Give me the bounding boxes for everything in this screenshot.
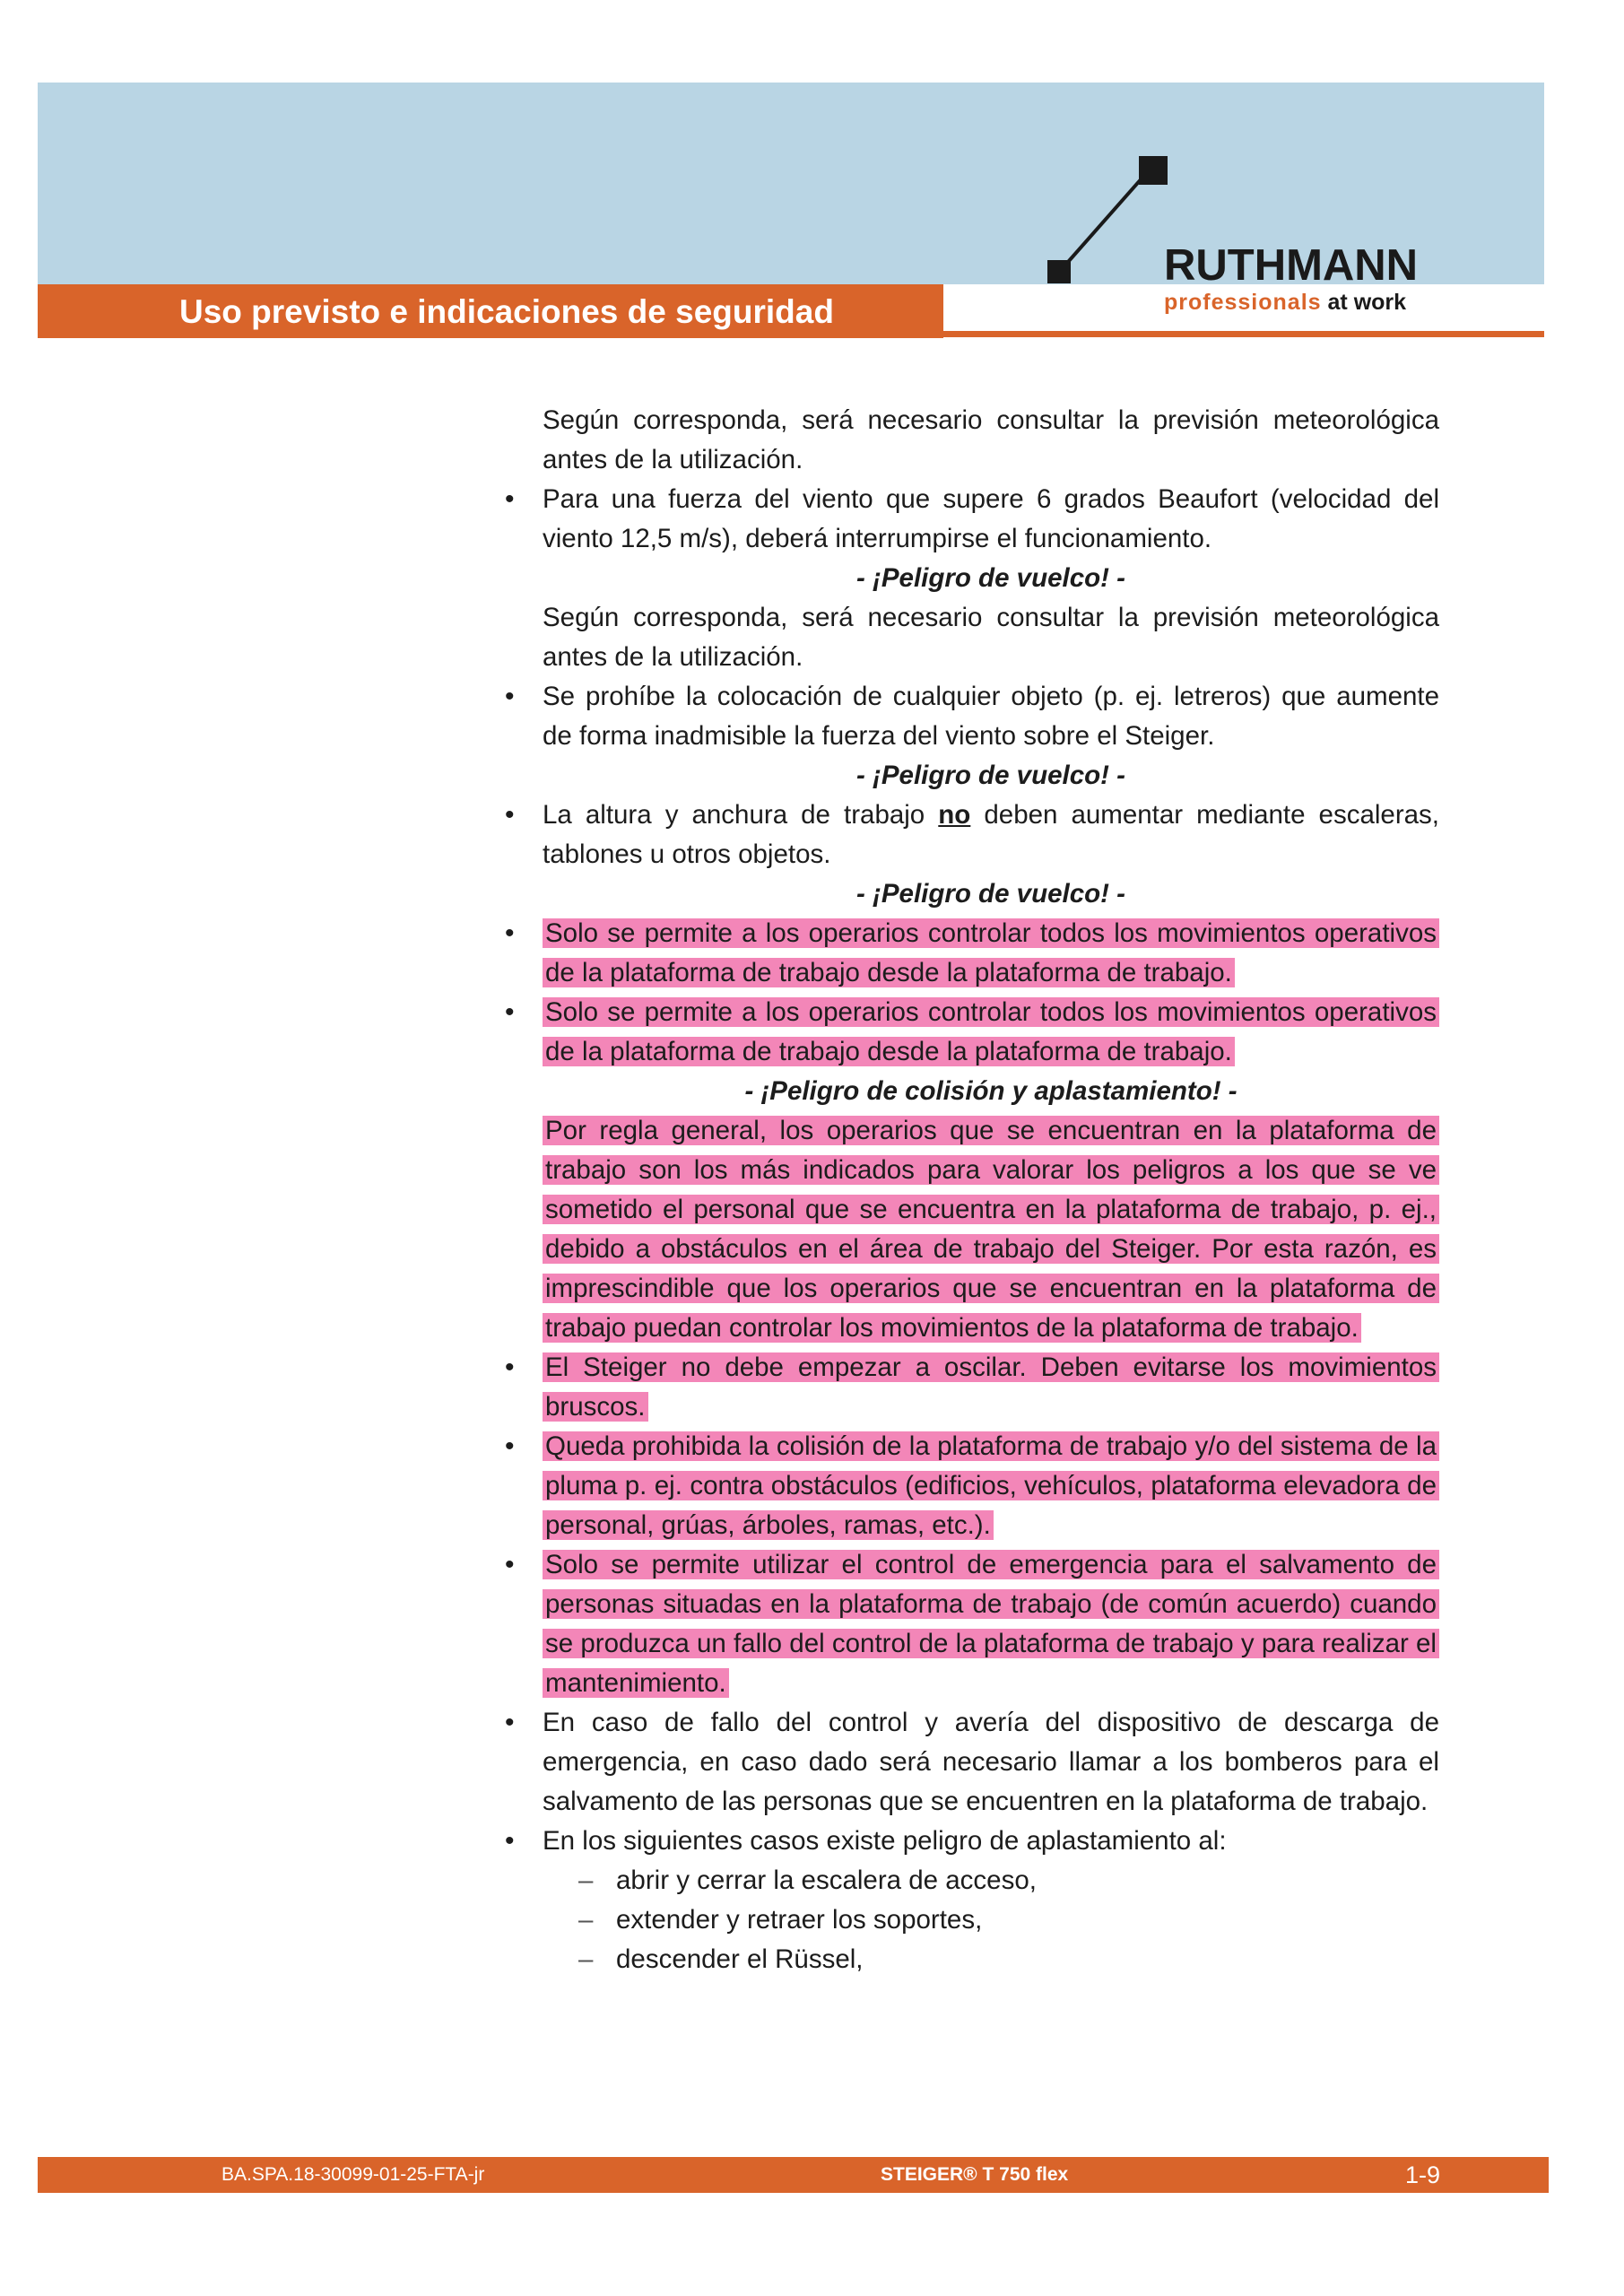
intro-paragraph: Según corresponda, será necesario consultar la previsión meteorológica antes de la utilización. — [543, 405, 1439, 474]
highlighted-text: Queda prohibida la colisión de la plataforma de trabajo y/o del sistema de la pluma p. ej. contra obstáculos (edificios, vehículos, plataforma elevadora de personal, grúas, árboles, ramas, etc.). — [543, 1431, 1439, 1540]
highlighted-text: Por regla general, los operarios que se encuentran en la plataforma de trabajo son los más indicados para valorar los peligros a los que se ve sometido el personal que se encuentra en la plataforma de trabajo, p. ej., debido a obstáculos en el área de trabajo del Steiger. Por esta razón, es imprescindible que los operarios que se encuentran en la plataforma de trabajo puedan controlar los movimientos de la plataforma de trabajo. — [543, 1116, 1439, 1343]
logo-tagline — [1164, 289, 1406, 316]
highlighted-text: El Steiger no debe empezar a oscilar. Deben evitarse los movimientos bruscos. — [543, 1352, 1439, 1422]
bullet-operators-control-1 — [543, 914, 1439, 993]
highlighted-text: Solo se permite a los operarios controlar todos los movimientos operativos de la plataforma de trabajo desde la plataforma de trabajo. — [543, 918, 1439, 987]
bullet-oscillation — [543, 1348, 1439, 1427]
bullet-firefighters: • En caso de fallo del control y avería del dispositivo de descarga de emergencia, en caso dado será necesario llamar a los bomberos para el salvamento de las personas que se encuentren en la plataforma de trabajo. — [543, 1703, 1439, 1822]
bullet-objects: • Se prohíbe la colocación de cualquier objeto (p. ej. letreros) que aumente de forma inadmisible la fuerza del viento sobre el Steiger. — [543, 677, 1439, 756]
header-rule — [943, 331, 1544, 337]
bullet-wind-force: • Para una fuerza del viento que supere 6 grados Beaufort (velocidad del viento 12,5 m/s), deberá interrumpirse el funcionamiento. — [543, 480, 1439, 559]
doc-code: BA.SPA.18-30099-01-25-FTA-jr — [221, 2164, 485, 2185]
bullet-height-width — [543, 796, 1439, 874]
sub-item-ladder: – abrir y cerrar la escalera de acceso, — [616, 1861, 1439, 1900]
bullet-collision — [543, 1427, 1439, 1545]
operators-paragraph — [543, 1111, 1439, 1348]
bullet-operators-control-2 — [543, 993, 1439, 1072]
warning-collision: - ¡Peligro de colisión y aplastamiento! - — [744, 1076, 1238, 1106]
warning-tipping-3: - ¡Peligro de vuelco! - — [856, 879, 1125, 909]
logo-tagline-part1: professionals — [1164, 290, 1322, 315]
bullet-height-width-b: deben aumentar mediante escaleras, tablones u otros objetos. — [543, 800, 1439, 869]
warning-tipping-1: - ¡Peligro de vuelco! - — [856, 563, 1125, 593]
sub-item-russel: – descender el Rüssel, — [616, 1940, 1439, 1979]
bullet-emergency-control — [543, 1545, 1439, 1703]
section-title: Uso previsto e indicaciones de seguridad — [179, 293, 834, 330]
emphasis-no: no — [938, 800, 971, 830]
bullet-height-width-a: La altura y anchura de trabajo — [543, 800, 925, 830]
product-name: STEIGER® T 750 flex — [881, 2164, 1069, 2185]
warning-tipping-2: - ¡Peligro de vuelco! - — [856, 761, 1125, 790]
forecast-paragraph: Según corresponda, será necesario consultar la previsión meteorológica antes de la utilización. — [543, 603, 1439, 672]
bullet-crushing: • En los siguientes casos existe peligro de aplastamiento al: — [543, 1822, 1439, 1861]
footer-bar — [38, 2157, 1549, 2193]
logo-tagline-part2: at work — [1327, 290, 1407, 315]
page-content — [543, 401, 1439, 1979]
page-number: 1-9 — [1405, 2161, 1441, 2188]
logo-name: RUTHMANN — [1164, 241, 1419, 290]
sub-item-supports: – extender y retraer los soportes, — [616, 1900, 1439, 1940]
highlighted-text: Solo se permite a los operarios controlar todos los movimientos operativos de la plataforma de trabajo desde la plataforma de trabajo. — [543, 997, 1439, 1066]
highlighted-text: Solo se permite utilizar el control de emergencia para el salvamento de personas situadas en la plataforma de trabajo (de común acuerdo) cuando se produzca un fallo del control de la plataforma de trabajo y para realizar el mantenimiento. — [543, 1550, 1439, 1698]
